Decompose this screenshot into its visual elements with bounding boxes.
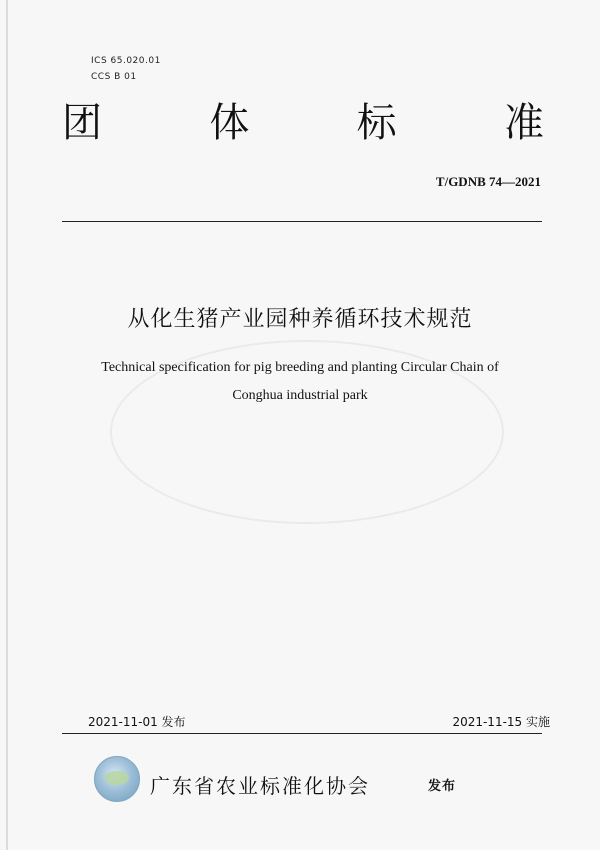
document-title-english-line1: Technical specification for pig breeding and planting Circular Chain of xyxy=(101,360,499,375)
standard-type-title xyxy=(62,97,544,149)
publish-label: 发布 xyxy=(428,779,457,794)
publish-date: 2021-11-01 发布 xyxy=(88,715,186,729)
title-char: 标 xyxy=(356,100,397,146)
publishing-organization: 广东省农业标准化协会 xyxy=(150,774,370,798)
document-title-chinese: 从化生猪产业园种养循环技术规范 xyxy=(127,307,473,332)
title-char: 准 xyxy=(503,100,544,146)
document-title-english-line2: Conghua industrial park xyxy=(232,388,368,403)
title-char: 团 xyxy=(62,100,102,146)
implement-date: 2021-11-15 实施 xyxy=(452,715,550,729)
seal-emblem xyxy=(105,771,129,785)
page-edge xyxy=(6,0,8,850)
header-divider xyxy=(62,221,542,222)
standard-number: T/GDNB 74—2021 xyxy=(435,174,541,189)
footer-divider xyxy=(62,733,542,734)
ccs-code: CCS B 01 xyxy=(91,72,137,82)
title-char: 体 xyxy=(209,100,250,146)
association-seal-icon xyxy=(94,756,140,802)
ics-code: ICS 65.020.01 xyxy=(91,56,161,66)
